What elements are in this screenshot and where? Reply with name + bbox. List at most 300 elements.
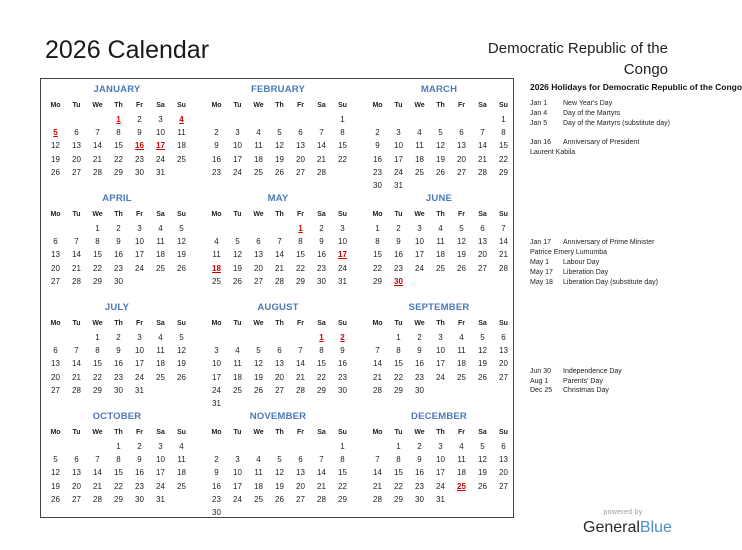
- weekday-label: Mo: [372, 211, 383, 218]
- day-cell: 17: [233, 154, 242, 164]
- day-cell: 8: [396, 346, 401, 356]
- day-cell: 22: [296, 263, 305, 273]
- holiday-day-cell: 2: [340, 333, 345, 342]
- day-cell: 24: [394, 167, 403, 177]
- day-cell: 7: [298, 346, 303, 356]
- day-cell: 13: [72, 468, 81, 478]
- holiday-day-cell: 1: [116, 115, 121, 124]
- day-cell: 20: [499, 468, 508, 478]
- day-cell: 25: [436, 263, 445, 273]
- day-cell: 28: [499, 263, 508, 273]
- weekday-label: Fr: [458, 320, 465, 327]
- day-cell: 11: [415, 141, 424, 151]
- day-cell: 4: [256, 128, 261, 138]
- holiday-name: Liberation Day: [563, 269, 609, 276]
- holiday-name: Liberation Day (substitute day): [563, 279, 658, 286]
- day-cell: 30: [415, 494, 424, 504]
- day-cell: 2: [417, 333, 422, 342]
- weekday-label: We: [253, 320, 264, 327]
- day-cell: 21: [93, 481, 102, 491]
- day-cell: 28: [317, 494, 326, 504]
- day-cell: 4: [235, 346, 240, 356]
- day-cell: 3: [235, 128, 240, 138]
- day-cell: 19: [51, 481, 60, 491]
- weekday-label: Mo: [211, 211, 222, 218]
- day-cell: 15: [114, 468, 123, 478]
- holiday-date: Aug 1: [530, 378, 549, 385]
- day-cell: 25: [254, 167, 263, 177]
- day-cell: 28: [373, 494, 382, 504]
- day-cell: 12: [233, 250, 242, 260]
- day-cell: 18: [457, 359, 466, 369]
- day-cell: 1: [95, 333, 100, 342]
- day-cell: 11: [254, 141, 263, 151]
- day-cell: 5: [480, 333, 485, 342]
- holiday-day-cell: 17: [338, 250, 347, 260]
- day-cell: 23: [373, 167, 382, 177]
- day-cell: 6: [277, 346, 282, 356]
- day-cell: 11: [254, 468, 263, 478]
- day-cell: 4: [158, 333, 163, 342]
- weekday-label: Th: [114, 102, 123, 109]
- day-cell: 19: [478, 468, 487, 478]
- day-cell: 15: [114, 141, 123, 151]
- day-cell: 25: [233, 385, 242, 395]
- day-cell: 7: [74, 237, 79, 247]
- day-cell: 28: [478, 167, 487, 177]
- day-cell: 10: [436, 346, 445, 356]
- day-cell: 15: [93, 359, 102, 369]
- day-cell: 13: [499, 455, 508, 465]
- day-cell: 9: [319, 237, 324, 247]
- day-cell: 12: [177, 346, 186, 356]
- holiday-item: [530, 268, 680, 278]
- day-cell: 21: [499, 250, 508, 260]
- holiday-date: May 1: [530, 259, 550, 266]
- day-cell: 16: [373, 154, 382, 164]
- month-name: NOVEMBER: [249, 411, 307, 422]
- day-cell: 20: [478, 250, 487, 260]
- day-cell: 27: [51, 385, 60, 395]
- day-cell: 17: [415, 250, 424, 260]
- day-cell: 29: [114, 494, 123, 504]
- weekday-label: Mo: [372, 102, 383, 109]
- day-cell: 19: [254, 372, 263, 382]
- powered-by-text: powered by: [603, 509, 643, 516]
- holiday-item: [530, 386, 680, 396]
- weekday-label: Fr: [136, 429, 143, 436]
- country-name: Democratic Republic of the Congo: [487, 40, 668, 78]
- day-cell: 20: [72, 481, 81, 491]
- day-cell: 24: [156, 154, 165, 164]
- weekday-label: Su: [177, 429, 186, 436]
- day-cell: 21: [317, 154, 326, 164]
- day-cell: 12: [275, 468, 284, 478]
- weekday-label: Su: [499, 102, 508, 109]
- weekday-label: Mo: [211, 102, 222, 109]
- day-cell: 31: [156, 494, 165, 504]
- day-cell: 15: [296, 250, 305, 260]
- day-cell: 19: [275, 481, 284, 491]
- weekday-label: Fr: [297, 320, 304, 327]
- weekday-label: Sa: [478, 102, 487, 109]
- day-cell: 15: [499, 141, 508, 151]
- weekday-label: We: [414, 320, 425, 327]
- day-cell: 4: [459, 442, 464, 451]
- day-cell: 19: [51, 154, 60, 164]
- weekday-label: Tu: [72, 211, 81, 218]
- holiday-day-cell: 1: [298, 224, 303, 233]
- day-cell: 14: [499, 237, 508, 247]
- day-cell: 2: [137, 115, 142, 124]
- day-cell: 26: [177, 372, 186, 382]
- day-cell: 19: [275, 154, 284, 164]
- holiday-item: [530, 109, 680, 119]
- day-cell: 17: [156, 468, 165, 478]
- day-cell: 4: [459, 333, 464, 342]
- day-cell: 24: [135, 263, 144, 273]
- day-cell: 24: [436, 372, 445, 382]
- day-cell: 6: [74, 128, 79, 138]
- day-cell: 27: [296, 167, 305, 177]
- day-cell: 29: [499, 167, 508, 177]
- day-cell: 24: [233, 167, 242, 177]
- weekday-label: Su: [499, 211, 508, 218]
- day-cell: 9: [137, 455, 142, 465]
- day-cell: 21: [275, 263, 284, 273]
- day-cell: 13: [296, 141, 305, 151]
- day-cell: 26: [436, 167, 445, 177]
- day-cell: 19: [177, 359, 186, 369]
- day-cell: 1: [375, 224, 380, 233]
- day-cell: 4: [179, 442, 184, 451]
- day-cell: 3: [158, 115, 163, 124]
- day-cell: 7: [319, 128, 324, 138]
- day-cell: 28: [72, 276, 81, 286]
- day-cell: 10: [135, 346, 144, 356]
- holiday-day-cell: 25: [457, 481, 466, 491]
- holidays-title: 2026 Holidays for Democratic Republic of the Congo: [530, 82, 742, 92]
- day-cell: 9: [214, 141, 219, 151]
- weekday-label: Tu: [233, 320, 242, 327]
- day-cell: 20: [254, 263, 263, 273]
- day-cell: 30: [338, 385, 347, 395]
- weekday-label: Sa: [317, 102, 326, 109]
- holiday-date: May 18: [530, 279, 553, 286]
- weekday-label: Su: [338, 320, 347, 327]
- weekday-label: We: [92, 429, 103, 436]
- day-cell: 29: [373, 276, 382, 286]
- day-cell: 5: [235, 237, 240, 247]
- day-cell: 31: [135, 385, 144, 395]
- day-cell: 22: [93, 372, 102, 382]
- day-cell: 2: [319, 224, 324, 233]
- weekday-label: Sa: [317, 320, 326, 327]
- day-cell: 3: [137, 224, 142, 233]
- day-cell: 8: [340, 128, 345, 138]
- day-cell: 8: [95, 237, 100, 247]
- weekday-label: We: [414, 102, 425, 109]
- weekday-label: Fr: [136, 102, 143, 109]
- day-cell: 10: [394, 141, 403, 151]
- day-cell: 17: [436, 359, 445, 369]
- generalblue-logo[interactable]: [583, 519, 672, 537]
- holiday-name: Anniversary of Prime Minister Patrice Emery Lumumba: [530, 239, 655, 256]
- weekday-label: Su: [338, 429, 347, 436]
- day-cell: 24: [436, 481, 445, 491]
- day-cell: 20: [457, 154, 466, 164]
- day-cell: 17: [135, 359, 144, 369]
- day-cell: 8: [375, 237, 380, 247]
- day-cell: 14: [373, 468, 382, 478]
- day-cell: 14: [373, 359, 382, 369]
- weekday-label: We: [414, 429, 425, 436]
- holiday-day-cell: 5: [53, 128, 58, 138]
- weekday-label: Th: [436, 429, 445, 436]
- day-cell: 25: [457, 372, 466, 382]
- day-cell: 23: [415, 372, 424, 382]
- day-cell: 10: [156, 128, 165, 138]
- holiday-name: Christmas Day: [563, 387, 609, 394]
- holiday-name: Anniversary of President Laurent Kabila: [530, 139, 640, 156]
- day-cell: 21: [373, 481, 382, 491]
- day-cell: 9: [417, 346, 422, 356]
- weekday-label: Tu: [233, 102, 242, 109]
- day-cell: 12: [478, 346, 487, 356]
- day-cell: 31: [212, 399, 221, 408]
- day-cell: 30: [373, 181, 382, 190]
- day-cell: 16: [394, 250, 403, 260]
- day-cell: 26: [51, 494, 60, 504]
- weekday-label: Mo: [211, 429, 222, 436]
- day-cell: 11: [156, 346, 165, 356]
- day-cell: 26: [275, 167, 284, 177]
- day-cell: 20: [275, 372, 284, 382]
- day-cell: 24: [212, 385, 221, 395]
- holiday-date: Dec 25: [530, 387, 553, 394]
- day-cell: 11: [177, 455, 186, 465]
- month-name: OCTOBER: [92, 411, 142, 422]
- weekday-label: Tu: [72, 102, 81, 109]
- day-cell: 22: [114, 481, 123, 491]
- day-cell: 18: [177, 468, 186, 478]
- day-cell: 27: [499, 372, 508, 382]
- day-cell: 7: [375, 346, 380, 356]
- holiday-day-cell: 30: [394, 276, 403, 286]
- day-cell: 13: [457, 141, 466, 151]
- day-cell: 11: [156, 237, 165, 247]
- day-cell: 2: [137, 442, 142, 451]
- day-cell: 8: [501, 128, 506, 138]
- day-cell: 17: [394, 154, 403, 164]
- weekday-label: We: [92, 211, 103, 218]
- day-cell: 30: [114, 385, 123, 395]
- day-cell: 11: [436, 237, 445, 247]
- day-cell: 25: [212, 276, 221, 286]
- weekday-label: Tu: [394, 211, 403, 218]
- day-cell: 23: [114, 263, 123, 273]
- day-cell: 27: [254, 276, 263, 286]
- day-cell: 22: [114, 154, 123, 164]
- weekday-label: Mo: [372, 320, 383, 327]
- day-cell: 29: [296, 276, 305, 286]
- day-cell: 6: [298, 128, 303, 138]
- day-cell: 18: [254, 154, 263, 164]
- day-cell: 14: [275, 250, 284, 260]
- holiday-date: Jan 1: [530, 100, 548, 107]
- day-cell: 9: [214, 468, 219, 478]
- day-cell: 23: [135, 154, 144, 164]
- weekday-label: Tu: [233, 211, 242, 218]
- day-cell: 5: [438, 128, 443, 138]
- day-cell: 1: [340, 115, 345, 124]
- day-cell: 6: [74, 455, 79, 465]
- weekday-label: Fr: [297, 429, 304, 436]
- day-cell: 19: [436, 154, 445, 164]
- day-cell: 10: [156, 455, 165, 465]
- day-cell: 26: [177, 263, 186, 273]
- day-cell: 16: [415, 468, 424, 478]
- day-cell: 4: [256, 455, 261, 465]
- day-cell: 25: [156, 263, 165, 273]
- day-cell: 24: [233, 494, 242, 504]
- day-cell: 25: [156, 372, 165, 382]
- weekday-label: Fr: [297, 211, 304, 218]
- day-cell: 4: [214, 237, 219, 247]
- day-cell: 7: [501, 224, 506, 233]
- day-cell: 1: [116, 442, 121, 451]
- day-cell: 7: [480, 128, 485, 138]
- day-cell: 10: [135, 237, 144, 247]
- day-cell: 25: [177, 154, 186, 164]
- day-cell: 24: [338, 263, 347, 273]
- holiday-date: Jan 5: [530, 120, 548, 127]
- month-name: FEBRUARY: [250, 84, 306, 95]
- day-cell: 26: [457, 263, 466, 273]
- day-cell: 4: [158, 224, 163, 233]
- day-cell: 7: [319, 455, 324, 465]
- day-cell: 16: [114, 250, 123, 260]
- weekday-label: Th: [275, 320, 284, 327]
- day-cell: 23: [394, 263, 403, 273]
- day-cell: 5: [277, 128, 282, 138]
- brand-part-2: Blue: [639, 519, 672, 536]
- weekday-label: Mo: [50, 102, 61, 109]
- weekday-label: Mo: [211, 320, 222, 327]
- weekday-label: We: [414, 211, 425, 218]
- day-cell: 11: [457, 455, 466, 465]
- holiday-date: Jan 17: [530, 239, 552, 246]
- day-cell: 14: [72, 250, 81, 260]
- day-cell: 21: [478, 154, 487, 164]
- holiday-day-cell: 17: [156, 141, 165, 151]
- day-cell: 8: [116, 128, 121, 138]
- holiday-item: [530, 99, 680, 109]
- day-cell: 18: [415, 154, 424, 164]
- day-cell: 27: [296, 494, 305, 504]
- holiday-date: Jan 4: [530, 110, 548, 117]
- day-cell: 12: [51, 468, 60, 478]
- holiday-name: New Year's Day: [563, 100, 613, 107]
- day-cell: 29: [394, 385, 403, 395]
- day-cell: 6: [501, 333, 506, 342]
- month-name: JULY: [104, 302, 130, 313]
- day-cell: 21: [72, 263, 81, 273]
- day-cell: 25: [177, 481, 186, 491]
- day-cell: 2: [116, 224, 121, 233]
- day-cell: 11: [457, 346, 466, 356]
- day-cell: 16: [415, 359, 424, 369]
- holiday-item: [530, 138, 680, 157]
- day-cell: 8: [396, 455, 401, 465]
- day-cell: 1: [340, 442, 345, 451]
- day-cell: 14: [317, 141, 326, 151]
- month-name: APRIL: [102, 193, 132, 204]
- day-cell: 7: [74, 346, 79, 356]
- day-cell: 29: [338, 494, 347, 504]
- holiday-day-cell: 1: [319, 333, 324, 342]
- day-cell: 6: [53, 237, 58, 247]
- day-cell: 15: [338, 468, 347, 478]
- day-cell: 27: [275, 385, 284, 395]
- day-cell: 5: [179, 224, 184, 233]
- day-cell: 30: [415, 385, 424, 395]
- weekday-label: Sa: [156, 211, 165, 218]
- day-cell: 13: [478, 237, 487, 247]
- weekday-label: Tu: [394, 429, 403, 436]
- day-cell: 6: [256, 237, 261, 247]
- day-cell: 3: [396, 128, 401, 138]
- weekday-label: Th: [114, 429, 123, 436]
- day-cell: 1: [95, 224, 100, 233]
- weekday-label: Fr: [136, 211, 143, 218]
- weekday-label: Fr: [136, 320, 143, 327]
- holiday-name: Day of the Martyrs (substitute day): [563, 120, 670, 127]
- day-cell: 23: [135, 481, 144, 491]
- month-name: MARCH: [420, 84, 458, 95]
- weekday-label: Th: [275, 211, 284, 218]
- day-cell: 2: [116, 333, 121, 342]
- day-cell: 19: [457, 250, 466, 260]
- day-cell: 17: [436, 468, 445, 478]
- day-cell: 30: [135, 494, 144, 504]
- day-cell: 8: [116, 455, 121, 465]
- day-cell: 6: [298, 455, 303, 465]
- day-cell: 5: [480, 442, 485, 451]
- day-cell: 6: [501, 442, 506, 451]
- holiday-name: Parents' Day: [563, 378, 603, 385]
- calendar-grid: [40, 78, 514, 518]
- day-cell: 6: [53, 346, 58, 356]
- day-cell: 30: [135, 167, 144, 177]
- day-cell: 12: [436, 141, 445, 151]
- day-cell: 14: [478, 141, 487, 151]
- day-cell: 28: [93, 167, 102, 177]
- day-cell: 21: [72, 372, 81, 382]
- day-cell: 19: [177, 250, 186, 260]
- month-name: DECEMBER: [411, 411, 467, 422]
- day-cell: 5: [53, 455, 58, 465]
- weekday-label: Th: [275, 102, 284, 109]
- day-cell: 29: [317, 385, 326, 395]
- brand-part-1: General: [583, 519, 640, 536]
- month-name: JUNE: [425, 193, 453, 204]
- day-cell: 28: [296, 385, 305, 395]
- holiday-name: Day of the Martyrs: [563, 110, 621, 117]
- day-cell: 16: [338, 359, 347, 369]
- day-cell: 15: [373, 250, 382, 260]
- holiday-date: Jun 30: [530, 368, 552, 375]
